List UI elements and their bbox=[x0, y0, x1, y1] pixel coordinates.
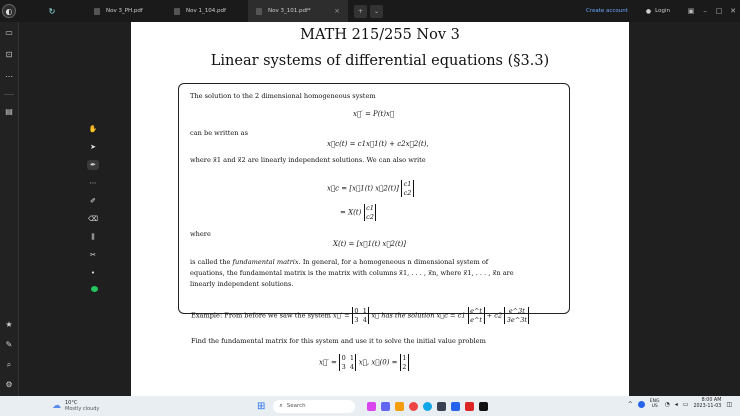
pdf-file-icon bbox=[256, 8, 262, 15]
eq4-left: = X(t) bbox=[340, 208, 362, 217]
definition-box bbox=[178, 83, 570, 314]
tab-label: Nov 3_PH.pdf bbox=[106, 8, 143, 14]
solution-vector-2 bbox=[504, 307, 529, 324]
eq3-left: x⃗c = [x⃗1(t) x⃗2(t)] bbox=[327, 184, 399, 193]
clock[interactable] bbox=[693, 398, 721, 410]
v1-bottom: e^t bbox=[470, 315, 483, 324]
tab-nov3-101[interactable] bbox=[248, 0, 348, 22]
text-part: . In general, for a homogeneous n dimensional system of bbox=[298, 258, 489, 266]
system-matrix bbox=[352, 307, 369, 324]
system-tray bbox=[628, 398, 732, 410]
star-icon[interactable]: ★ bbox=[5, 320, 13, 329]
new-tab-button[interactable]: + bbox=[354, 5, 367, 18]
text-part: is called the bbox=[190, 258, 233, 266]
lasso-icon[interactable]: ✂ bbox=[90, 251, 96, 259]
sidebar-divider bbox=[18, 22, 19, 396]
weather-temp: 10°C bbox=[65, 400, 78, 406]
clock-time: 8:00 AM bbox=[701, 398, 722, 403]
tab-label: Nov 1_104.pdf bbox=[186, 8, 226, 14]
windows-start-icon[interactable]: ⊞ bbox=[257, 400, 266, 412]
m22: 4 bbox=[349, 362, 354, 371]
c2: c2 bbox=[403, 188, 412, 197]
ivp-matrix bbox=[339, 354, 356, 371]
pen-options-icon[interactable]: ⋯ bbox=[89, 179, 97, 187]
independence-text: where x⃗1 and x⃗2 are linearly independent solutions. We can also write bbox=[190, 156, 426, 164]
settings-icon[interactable]: ⚙ bbox=[5, 380, 13, 389]
taskbar bbox=[0, 396, 740, 416]
close-tab-icon[interactable]: × bbox=[334, 7, 340, 15]
tray-app-icon[interactable] bbox=[638, 401, 645, 408]
search-box[interactable] bbox=[273, 400, 355, 413]
example-prefix: Example: From before we saw the system bbox=[191, 311, 331, 320]
can-be-written-text: can be written as bbox=[190, 129, 248, 137]
app-logo-icon[interactable]: ◐ bbox=[2, 4, 16, 18]
equation-fundamental-form bbox=[340, 204, 376, 221]
language-indicator[interactable] bbox=[650, 399, 660, 409]
weather-cloud-icon: ☁ bbox=[52, 401, 61, 411]
pen-tool-icon[interactable]: ✒ bbox=[87, 160, 99, 170]
m11: 0 bbox=[354, 307, 359, 315]
select-arrow-icon[interactable]: ➤ bbox=[90, 143, 96, 151]
bookmark-icon[interactable]: ⊡ bbox=[5, 50, 13, 59]
wifi-icon[interactable]: ◔ bbox=[664, 400, 670, 408]
find-text: Find the fundamental matrix for this system and use it to solve the initial value problem bbox=[191, 337, 486, 345]
weather-desc: Mostly cloudy bbox=[65, 406, 100, 412]
tray-chevron-icon[interactable]: ^ bbox=[627, 400, 633, 408]
divider bbox=[4, 94, 14, 95]
m22: 4 bbox=[362, 315, 367, 324]
app-terminal-icon[interactable] bbox=[479, 402, 488, 411]
weather-widget[interactable] bbox=[52, 400, 142, 412]
app-explorer-icon[interactable] bbox=[395, 402, 404, 411]
pen-icon[interactable]: ✎ bbox=[5, 340, 13, 349]
lang-bottom: US bbox=[651, 404, 658, 409]
login-button[interactable] bbox=[646, 8, 670, 15]
v1-top: e^t bbox=[470, 307, 483, 315]
create-account-link[interactable]: Create account bbox=[585, 8, 628, 14]
app-pdf-icon[interactable] bbox=[465, 402, 474, 411]
minimize-icon[interactable]: – bbox=[703, 7, 707, 15]
clock-date: 2023-11-03 bbox=[693, 404, 722, 409]
x0-bottom: 2 bbox=[402, 362, 407, 371]
coefficient-vector-2 bbox=[364, 204, 377, 221]
fundamental-matrix-line-2: equations, the fundamental matrix is the matrix with columns x⃗1, . . . , x⃗n, where x⃗1, . . . , x⃗n are bbox=[190, 269, 514, 277]
search-icon[interactable]: ⌕ bbox=[6, 360, 12, 369]
page-title: MATH 215/255 Nov 3 bbox=[300, 27, 460, 43]
ivp-initial-vector bbox=[400, 354, 409, 371]
x0-top: 1 bbox=[402, 354, 407, 362]
volume-icon[interactable]: ◂ bbox=[674, 400, 678, 408]
tab-nov1-104[interactable] bbox=[166, 0, 248, 22]
solution-vector-1 bbox=[468, 307, 485, 324]
login-label: Login bbox=[655, 8, 670, 14]
close-icon[interactable]: ✕ bbox=[730, 7, 736, 15]
annotation-toolbar bbox=[86, 124, 100, 292]
v2-bottom: 3e^3t bbox=[506, 315, 527, 324]
tab-nov3-ph[interactable] bbox=[86, 0, 166, 22]
maximize-icon[interactable]: □ bbox=[715, 7, 723, 15]
window-settings-icon[interactable]: ▣ bbox=[687, 7, 695, 15]
fundamental-matrix-term: fundamental matrix bbox=[232, 258, 299, 266]
notification-icon[interactable]: ◫ bbox=[726, 400, 732, 408]
undo-icon[interactable]: • bbox=[90, 269, 96, 277]
lang-top: ENG bbox=[649, 399, 660, 404]
m11: 0 bbox=[341, 354, 346, 362]
equation-system: x⃗′ = P(t)x⃗ bbox=[353, 110, 395, 118]
app-word-icon[interactable] bbox=[451, 402, 460, 411]
equation-fundamental-matrix: X(t) = [x⃗1(t) x⃗2(t)] bbox=[333, 240, 407, 248]
example-line bbox=[191, 307, 529, 324]
search-icon: ⌕ bbox=[279, 402, 283, 409]
m21: 3 bbox=[354, 315, 359, 324]
highlighter-icon[interactable]: ✐ bbox=[90, 197, 96, 205]
intro-text: The solution to the 2 dimensional homogeneous system bbox=[190, 92, 376, 100]
c1: c1 bbox=[403, 180, 412, 188]
fundamental-matrix-line-1 bbox=[190, 258, 488, 266]
tab-list-chevron-icon[interactable]: ⌄ bbox=[370, 5, 383, 18]
where-text: where bbox=[190, 230, 211, 238]
color-swatch-icon[interactable] bbox=[91, 286, 98, 292]
solution-text: x⃗ has the solution x⃗c = c1 bbox=[371, 311, 466, 320]
left-sidebar bbox=[0, 22, 18, 396]
plus-c2: + c2 bbox=[486, 311, 503, 320]
pdf-file-icon bbox=[174, 8, 180, 15]
ivp-mid: x⃗, x⃗(0) = bbox=[358, 358, 398, 367]
pinned-apps bbox=[367, 402, 488, 411]
c2: c2 bbox=[366, 212, 374, 221]
refresh-icon[interactable]: ↻ bbox=[48, 6, 56, 16]
search-placeholder: Search bbox=[286, 403, 306, 409]
more-icon[interactable]: ⋯ bbox=[5, 72, 13, 81]
app-store-icon[interactable] bbox=[437, 402, 446, 411]
hand-tool-icon[interactable]: ✋ bbox=[88, 125, 98, 133]
v2-top: e^3t bbox=[508, 307, 525, 315]
title-bar bbox=[0, 0, 740, 22]
equation-matrix-form bbox=[327, 180, 414, 197]
shapes-icon[interactable]: ⫼ bbox=[91, 233, 95, 241]
m12: 1 bbox=[362, 307, 367, 315]
initial-value-problem bbox=[319, 354, 409, 371]
eraser-icon[interactable]: ⌫ bbox=[88, 215, 98, 223]
xprime: x⃗′ = bbox=[333, 311, 350, 320]
page-subtitle: Linear systems of differential equations (§3.3) bbox=[210, 53, 550, 69]
m12: 1 bbox=[349, 354, 354, 362]
pdf-file-icon bbox=[94, 8, 100, 15]
c1: c1 bbox=[366, 204, 374, 212]
thumbnails-icon[interactable]: ▤ bbox=[5, 107, 13, 116]
pdf-page bbox=[131, 22, 629, 396]
app-edge-icon[interactable] bbox=[423, 402, 432, 411]
app-colorful-icon[interactable] bbox=[367, 402, 376, 411]
user-icon: ● bbox=[645, 7, 652, 15]
app-teams-icon[interactable] bbox=[381, 402, 390, 411]
battery-icon[interactable]: ▭ bbox=[682, 400, 689, 408]
ivp-left: x⃗′ = bbox=[319, 358, 337, 367]
app-chrome-icon[interactable] bbox=[409, 402, 418, 411]
coefficient-vector bbox=[401, 180, 414, 197]
equation-general-solution: x⃗c(t) = c1x⃗1(t) + c2x⃗2(t), bbox=[327, 140, 429, 148]
tab-label: Nov 3_101.pdf* bbox=[268, 8, 311, 14]
fundamental-matrix-line-3: linearly independent solutions. bbox=[190, 280, 294, 288]
pages-icon[interactable]: ▭ bbox=[5, 28, 13, 37]
m21: 3 bbox=[341, 362, 346, 371]
